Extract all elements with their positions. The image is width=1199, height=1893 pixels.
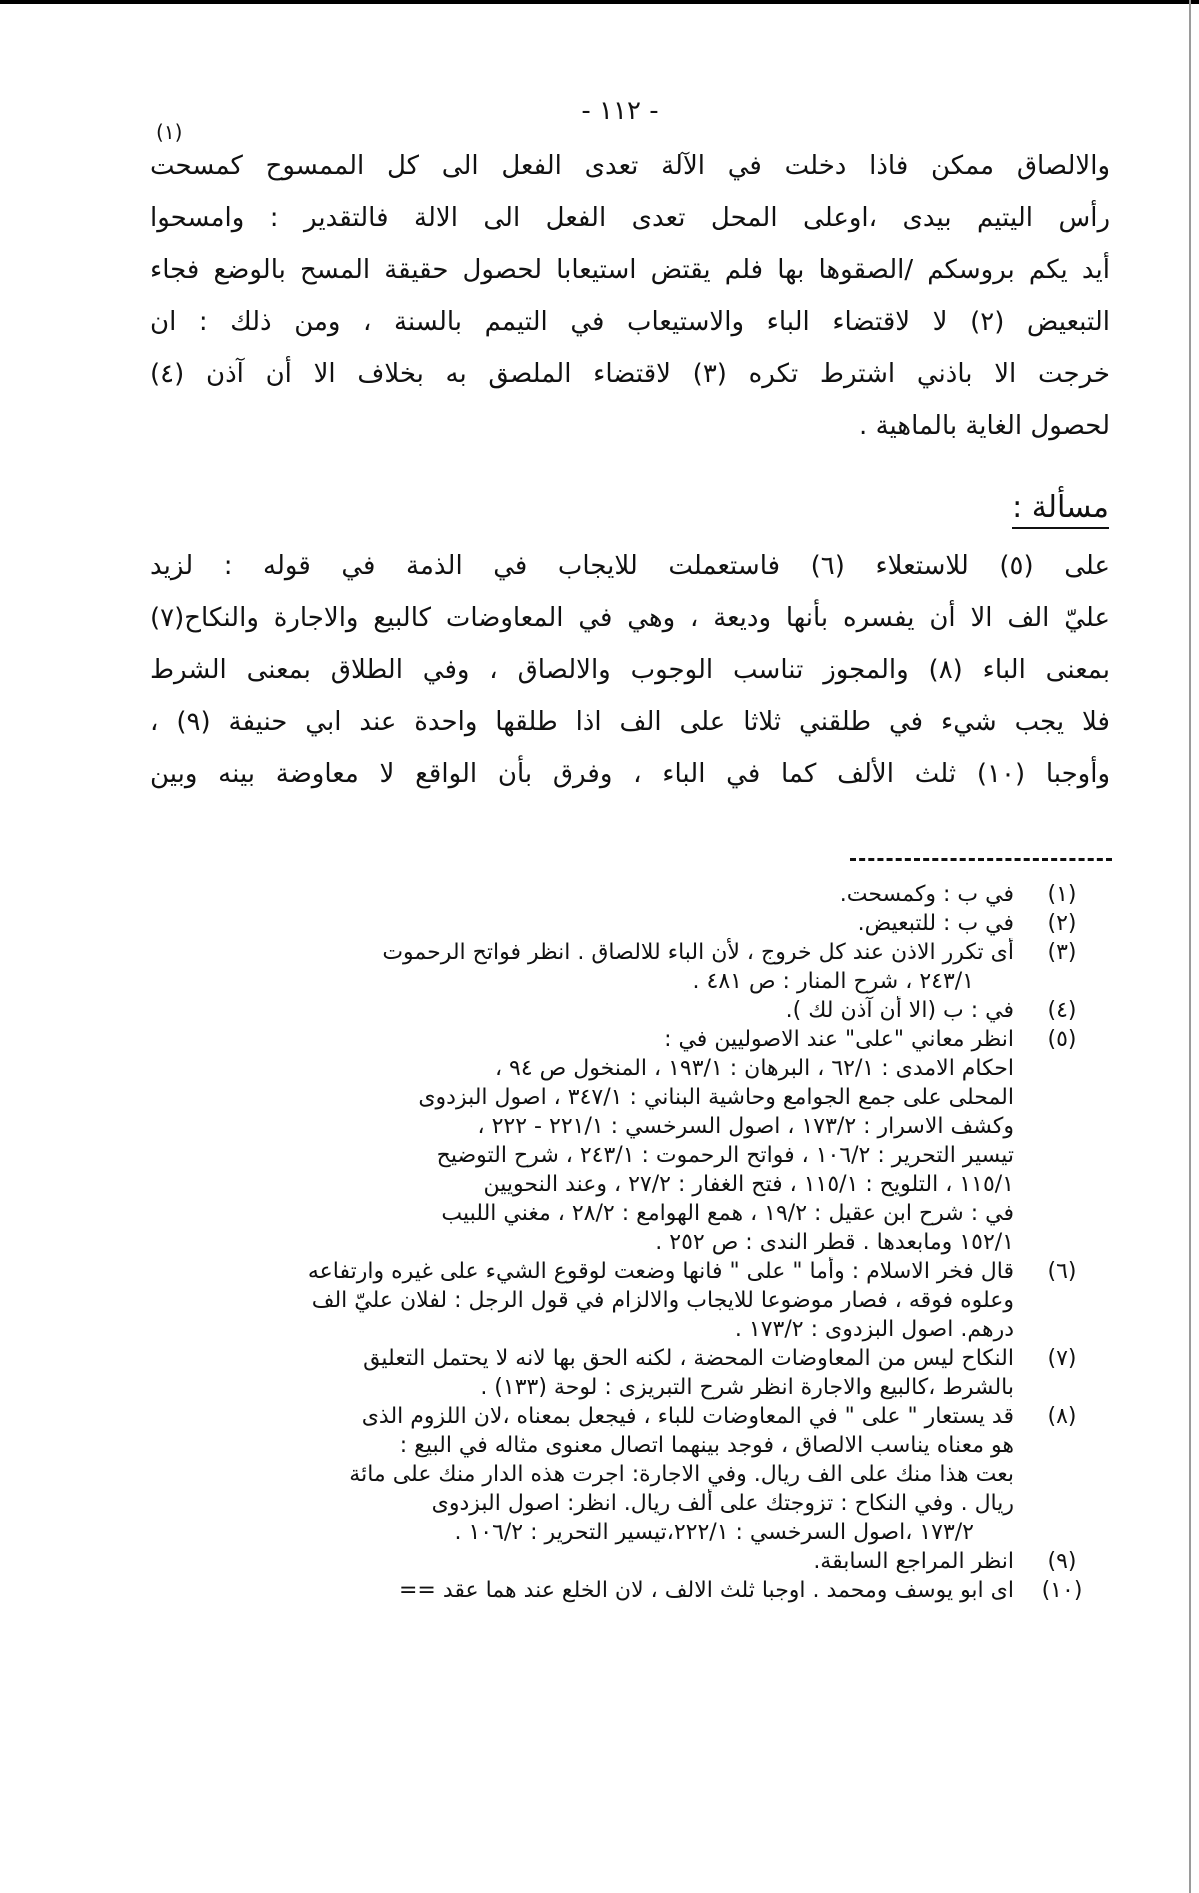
page-number: - ١١٢ - <box>581 96 659 126</box>
footnote-line: المحلى على جمع الجوامع وحاشية البناني : ٣٤٧/١ ، اصول البزدوى <box>418 1085 1014 1110</box>
footnote-line: قال فخر الاسلام : وأما " على " فانها وضعت لوقوع الشيء على غيره وارتفاعه <box>307 1259 1014 1284</box>
footnote <box>150 1257 1110 1344</box>
scan-right-edge <box>1189 0 1191 1893</box>
footnote-number: (٦) <box>1047 1259 1077 1284</box>
footnote-line: احكام الامدى : ٦٢/١ ، البرهان : ١٩٣/١ ، المنخول ص ٩٤ ، <box>494 1056 1014 1081</box>
footnote-line: هو معناه يناسب الالصاق ، فوجد بينهما اتصال معنوى مثاله في البيع : <box>399 1433 1014 1458</box>
footnote <box>150 1402 1110 1547</box>
footnote-line: وعلوه فوقه ، فصار موضوعا للايجاب والالزام في قول الرجل : لفلان عليّ الف <box>311 1288 1014 1313</box>
footnote-line: أى تكرر الاذن عند كل خروج ، لأن الباء للالصاق . انظر فواتح الرحموت <box>382 940 1014 965</box>
footnote-number: (٢) <box>1047 911 1077 936</box>
footnote <box>150 996 1110 1025</box>
footnote <box>150 909 1110 938</box>
section-paragraph <box>150 540 1110 800</box>
footnote-number: (٤) <box>1047 998 1077 1023</box>
text-line: عليّ الف الا أن يفسره بأنها وديعة ، وهي في المعاوضات كالبيع والاجارة والنكاح(٧) <box>150 603 1110 633</box>
footnote-marker: (١) <box>156 120 183 144</box>
footnote-line: انظر معاني "على" عند الاصوليين في : <box>664 1027 1014 1052</box>
footnote-line: بالشرط ،كالبيع والاجارة انظر شرح التبريزى : لوحة (١٣٣) . <box>480 1375 1014 1400</box>
footnote-line: ريال . وفي النكاح : تزوجتك على ألف ريال. انظر: اصول البزدوى <box>431 1491 1014 1516</box>
text-line: لحصول الغاية بالماهية . <box>859 411 1110 441</box>
footnote-line: تيسير التحرير : ١٠٦/٢ ، فواتح الرحموت : ٢٤٣/١ ، شرح التوضيح <box>436 1143 1014 1168</box>
footnote-line: انظر المراجع السابقة. <box>813 1549 1014 1574</box>
footnote-line: ١١٥/١ ، التلويح : ١١٥/١ ، فتح الغفار : ٢٧/٢ ، وعند النحويين <box>483 1172 1014 1197</box>
footnote-line: درهم. اصول البزدوى : ١٧٣/٢ . <box>734 1317 1014 1342</box>
text-line: بمعنى الباء (٨) والمجوز تناسب الوجوب والالصاق ، وفي الطلاق بمعنى الشرط <box>150 655 1110 685</box>
text-line: على (٥) للاستعلاء (٦) فاستعملت للايجاب في الذمة في قوله : لزيد <box>150 551 1110 581</box>
footnote-line: في : شرح ابن عقيل : ١٩/٢ ، همع الهوامع : ٢٨/٢ ، مغني اللبيب <box>441 1201 1014 1226</box>
text-line: أيد يكم بروسكم /الصقوها بها فلم يقتض استيعابا لحصول حقيقة المسح بالوضع فجاء <box>150 255 1110 285</box>
text-line: التبعيض (٢) لا لاقتضاء الباء والاستيعاب في التيمم بالسنة ، ومن ذلك : ان <box>150 307 1110 337</box>
text-line: فلا يجب شيء في طلقني ثلاثا على الف اذا طلقها واحدة عند ابي حنيفة (٩) ، <box>150 707 1110 737</box>
main-paragraph <box>150 140 1110 452</box>
footnote-line: بعت هذا منك على الف ريال. وفي الاجارة: اجرت هذه الدار منك على مائة <box>349 1462 1014 1487</box>
footnote-number: (٩) <box>1047 1549 1077 1574</box>
footnote <box>150 1025 1110 1257</box>
scan-top-edge <box>0 0 1199 4</box>
footnote <box>150 1576 1110 1605</box>
text-line: رأس اليتيم بيدى ،اوعلى المحل تعدى الفعل الى الالة فالتقدير : وامسحوا <box>150 203 1110 233</box>
text-line: وأوجبا (١٠) ثلث الألف كما في الباء ، وفرق بأن الواقع لا معاوضة بينه وبين <box>150 759 1110 789</box>
footnote-number: (٨) <box>1047 1404 1077 1429</box>
footnote-number: (٧) <box>1047 1346 1077 1371</box>
footnote-line: في ب : للتبعيض. <box>857 911 1014 936</box>
footnote <box>150 1547 1110 1576</box>
footnote-line: اى ابو يوسف ومحمد . اوجبا ثلث الالف ، لان الخلع عند هما عقد == <box>398 1578 1014 1603</box>
footnote-number: (٣) <box>1047 940 1077 965</box>
footnote-line: ٢٤٣/١ ، شرح المنار : ص ٤٨١ . <box>692 969 974 994</box>
footnote <box>150 880 1110 909</box>
footnote <box>150 1344 1110 1402</box>
section-heading: مسألة : <box>1012 490 1109 529</box>
footnote-line: ١٥٢/١ ومابعدها . قطر الندى : ص ٢٥٢ . <box>655 1230 1014 1255</box>
footnote-number: (١) <box>1047 882 1077 907</box>
footnote-separator <box>850 858 1112 861</box>
text-line: والالصاق ممكن فاذا دخلت في الآلة تعدى الفعل الى كل الممسوح كمسحت <box>150 151 1110 181</box>
footnote <box>150 938 1110 996</box>
footnote-number: (١٠) <box>1041 1578 1083 1603</box>
footnote-line: قد يستعار " على " في المعاوضات للباء ، فيجعل بمعناه ،لان اللزوم الذى <box>361 1404 1014 1429</box>
footnote-line: ١٧٣/٢ ،اصول السرخسي : ٢٢٢/١،تيسير التحرير : ١٠٦/٢ . <box>454 1520 974 1545</box>
footnote-line: وكشف الاسرار : ١٧٣/٢ ، اصول السرخسي : ٢٢١/١ - ٢٢٢ ، <box>477 1114 1014 1139</box>
text-line: خرجت الا باذني اشترط تكره (٣) لاقتضاء الملصق به بخلاف الا أن آذن (٤) <box>150 359 1110 389</box>
footnote-number: (٥) <box>1047 1027 1077 1052</box>
footnotes <box>150 880 1110 1605</box>
footnote-line: في : ب (الا أن آذن لك ). <box>785 998 1014 1023</box>
footnote-line: في ب : وكمسحت. <box>839 882 1014 907</box>
footnote-line: النكاح ليس من المعاوضات المحضة ، لكنه الحق بها لانه لا يحتمل التعليق <box>363 1346 1014 1371</box>
